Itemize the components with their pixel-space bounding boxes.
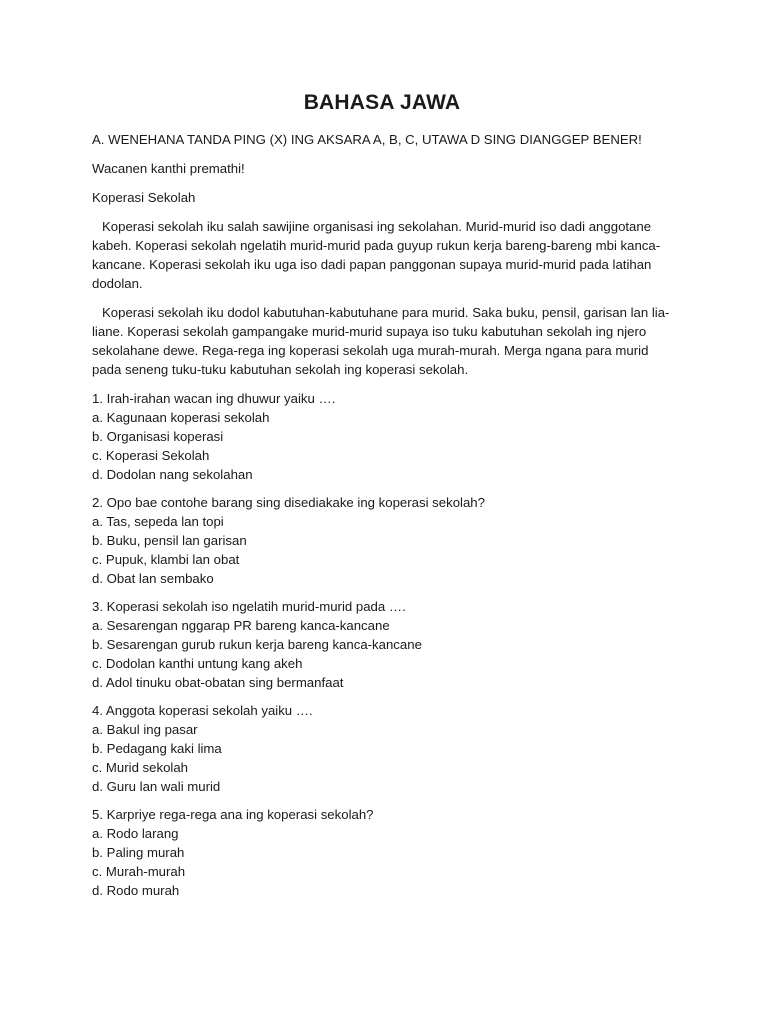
instruction-text: A. WENEHANA TANDA PING (X) ING AKSARA A, B, C, UTAWA D SING DIANGGEP BENER! (92, 132, 642, 147)
question-text: 3. Koperasi sekolah iso ngelatih murid-murid pada …. (92, 599, 406, 614)
document-title: BAHASA JAWA (303, 91, 461, 114)
answer-option-d: d. Obat lan sembako (92, 571, 214, 586)
answer-option-b: b. Pedagang kaki lima (92, 741, 222, 756)
reading-prompt: Wacanen kanthi premathi! (92, 161, 245, 176)
answer-option-d: d. Dodolan nang sekolahan (92, 467, 253, 482)
question-3 (92, 597, 672, 692)
answer-option-c: c. Dodolan kanthi untung kang akeh (92, 656, 303, 671)
question-text: 4. Anggota koperasi sekolah yaiku …. (92, 703, 313, 718)
answer-option-a: a. Tas, sepeda lan topi (92, 514, 224, 529)
question-2 (92, 493, 672, 588)
question-text: 5. Karpriye rega-rega ana ing koperasi sekolah? (92, 807, 374, 822)
answer-option-b: b. Sesarengan gurub rukun kerja bareng kanca-kancane (92, 637, 422, 652)
question-5 (92, 805, 672, 900)
answer-option-a: a. Bakul ing pasar (92, 722, 198, 737)
answer-option-d: d. Adol tinuku obat-obatan sing bermanfaat (92, 675, 344, 690)
answer-option-d: d. Guru lan wali murid (92, 779, 221, 794)
answer-option-c: c. Pupuk, klambi lan obat (92, 552, 240, 567)
question-text: 2. Opo bae contohe barang sing disediakake ing koperasi sekolah? (92, 495, 485, 510)
answer-option-d: d. Rodo murah (92, 883, 180, 898)
question-text: 1. Irah-irahan wacan ing dhuwur yaiku …. (92, 391, 336, 406)
answer-option-a: a. Kagunaan koperasi sekolah (92, 410, 270, 425)
answer-option-a: a. Rodo larang (92, 826, 179, 841)
reading-title: Koperasi Sekolah (92, 190, 196, 205)
answer-option-b: b. Paling murah (92, 845, 185, 860)
answer-option-b: b. Buku, pensil lan garisan (92, 533, 247, 548)
question-1 (92, 389, 672, 484)
answer-option-c: c. Koperasi Sekolah (92, 448, 210, 463)
answer-option-a: a. Sesarengan nggarap PR bareng kanca-kancane (92, 618, 390, 633)
reading-paragraph-2: Koperasi sekolah iku dodol kabutuhan-kabutuhane para murid. Saka buku, pensil, garisan lan lia-liane. Koperasi sekolah gampangake murid-murid supaya iso tuku kabutuhan sekolah ing njero sekolahane dewe. Rega-rega ing koperasi sekolah uga murah-murah. Merga ngana para murid pada seneng tuku-tuku kabutuhan sekolah ing koperasi sekolah. (92, 305, 670, 377)
reading-paragraph-1: Koperasi sekolah iku salah sawijine organisasi ing sekolahan. Murid-murid iso dadi anggotane kabeh. Koperasi sekolah ngelatih murid-murid pada guyup rukun kerja bareng-bareng mbi kanca-kancane. Koperasi sekolah iku uga iso dadi papan panggonan supaya murid-murid pada latihan dodolan. (92, 219, 661, 291)
answer-option-c: c. Murid sekolah (92, 760, 189, 775)
answer-option-c: c. Murah-murah (92, 864, 186, 879)
answer-option-b: b. Organisasi koperasi (92, 429, 224, 444)
question-4 (92, 701, 672, 796)
document-content (92, 90, 672, 909)
